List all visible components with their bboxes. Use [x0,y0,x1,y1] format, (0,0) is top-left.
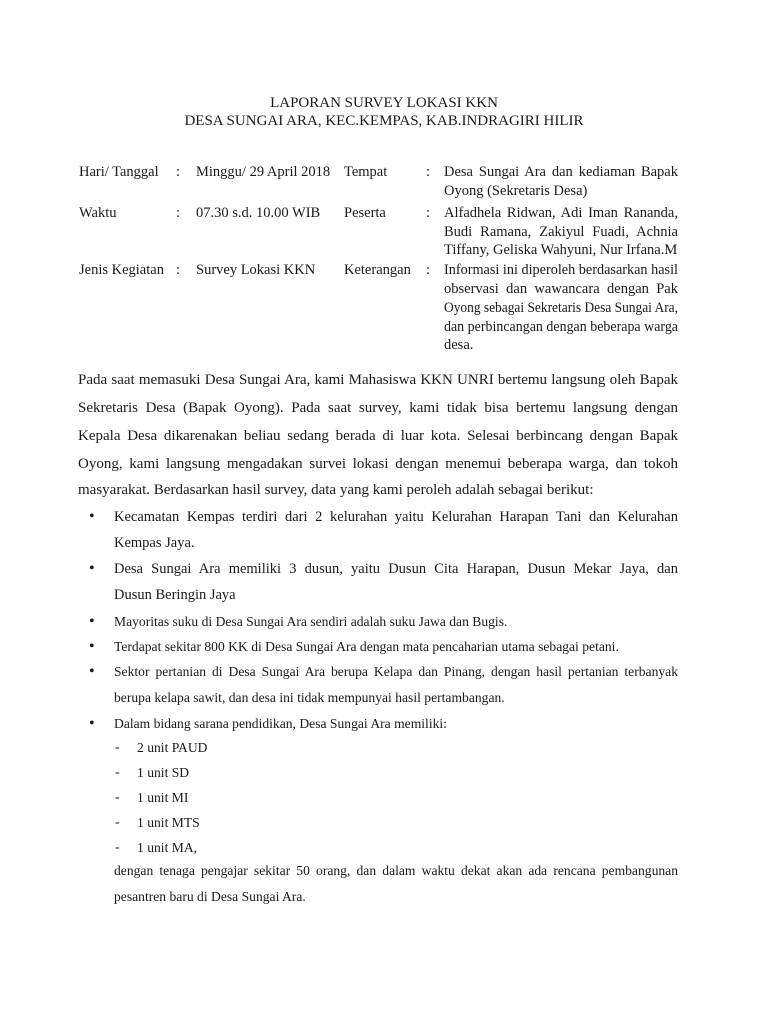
bullet-text [114,613,678,631]
paragraph-line [78,371,678,389]
keterangan-value [444,299,678,317]
colon: : [426,164,431,180]
peserta-value-text: Budi Ramana, Zakiyul Fuadi, Achnia [444,224,678,240]
bullet-text [114,638,678,656]
bullet-icon: • [89,613,95,630]
keterangan-label: Keterangan [344,262,411,278]
bullet-text-content: Desa Sungai Ara memiliki 3 dusun, yaitu Dusun Cita Harapan, Dusun Mekar Jaya, dan [114,561,678,577]
tempat-value-text: Desa Sungai Ara dan kediaman Bapak [444,164,678,180]
peserta-value-text: Alfadhela Ridwan, Adi Iman Rananda, [444,205,678,221]
jenis-value: Survey Lokasi KKN [196,262,316,278]
peserta-label: Peserta [344,205,386,221]
education-item: 1 unit MTS [137,815,200,830]
hari-value: Minggu/ 29 April 2018 [196,164,331,180]
paragraph-line-text: Pada saat memasuki Desa Sungai Ara, kami Mahasiswa KKN UNRI bertemu langsung oleh Bapak [78,372,678,388]
keterangan-value-text: Informasi ini diperoleh berdasarkan hasil [444,262,678,278]
jenis-label: Jenis Kegiatan [79,262,164,278]
education-item: 1 unit MA, [137,840,198,855]
bullet-text-content: Kecamatan Kempas terdiri dari 2 kelurahan yaitu Kelurahan Harapan Tani dan Kelurahan [114,509,678,525]
paragraph-line-text: Kepala Desa dikarenakan beliau sedang berada di luar kota. Selesai berbincang dengan Bapak [78,428,678,444]
paragraph-line-text: Oyong, kami langsung mengadakan survei lokasi dengan menemui beberapa warga, dan tokoh [78,456,678,472]
document-title: LAPORAN SURVEY LOKASI KKN [270,95,498,111]
bullet-icon: • [89,638,95,655]
closing-line-text: dengan tenaga pengajar sekitar 50 orang, dan dalam waktu dekat akan ada rencana pembangunan [114,863,678,878]
waktu-value: 07.30 s.d. 10.00 WIB [196,205,321,221]
education-item: 1 unit SD [137,765,190,780]
paragraph-line [78,399,678,417]
hari-label: Hari/ Tanggal [79,164,159,180]
dash-icon: - [115,765,120,780]
education-item: 2 unit PAUD [137,740,208,755]
keterangan-value-text: Oyong sebagai Sekretaris Desa Sungai Ara, [444,300,678,316]
document-subtitle: DESA SUNGAI ARA, KEC.KEMPAS, KAB.INDRAGIRI HILIR [184,113,584,129]
bullet-text-content: Sektor pertanian di Desa Sungai Ara berupa Kelapa dan Pinang, dengan hasil pertanian terbanyak [114,664,678,679]
bullet-icon: • [89,715,95,732]
paragraph-line [78,455,678,473]
colon: : [426,205,431,221]
colon: : [176,164,181,180]
tempat-value: Oyong (Sekretaris Desa) [444,183,588,199]
bullet-text [114,508,678,526]
closing-line [114,862,678,880]
bullet-text [114,560,678,578]
closing-line: pesantren baru di Desa Sungai Ara. [114,889,306,904]
waktu-label: Waktu [79,205,117,221]
keterangan-value: desa. [444,337,474,353]
colon: : [176,262,181,278]
paragraph-line [78,427,678,445]
paragraph-line-text: masyarakat. Berdasarkan hasil survey, data yang kami peroleh adalah sebagai berikut: [78,482,594,498]
bullet-text [114,663,678,681]
bullet-text: Dalam bidang sarana pendidikan, Desa Sungai Ara memiliki: [114,716,447,731]
bullet-text: Kempas Jaya. [114,535,195,551]
bullet-text: berupa kelapa sawit, dan desa ini tidak mempunyai hasil pertambangan. [114,690,505,705]
bullet-icon: • [89,663,95,680]
dash-icon: - [115,840,120,855]
keterangan-value [444,261,678,279]
peserta-value [444,204,678,222]
peserta-value [444,223,678,241]
bullet-text-content: Mayoritas suku di Desa Sungai Ara sendiri adalah suku Jawa dan Bugis. [114,614,508,629]
dash-icon: - [115,815,120,830]
peserta-value [444,241,678,259]
keterangan-value [444,280,678,298]
bullet-icon: • [89,560,95,577]
paragraph-line [78,481,678,499]
colon: : [426,262,431,278]
dash-icon: - [115,790,120,805]
dash-icon: - [115,740,120,755]
keterangan-value [444,318,678,336]
education-item: 1 unit MI [137,790,189,805]
bullet-icon: • [89,508,95,525]
bullet-text: Dusun Beringin Jaya [114,587,236,603]
keterangan-value-text: observasi dan wawancara dengan Pak [444,281,678,297]
peserta-value-text: Tiffany, Geliska Wahyuni, Nur Irfana.M [444,242,678,258]
bullet-text-content: Terdapat sekitar 800 KK di Desa Sungai Ara dengan mata pencaharian utama sebagai petani. [114,639,619,654]
tempat-label: Tempat [344,164,388,180]
paragraph-line-text: Sekretaris Desa (Bapak Oyong). Pada saat survey, kami tidak bisa bertemu langsung dengan [78,400,678,416]
tempat-value [444,163,678,181]
keterangan-value-text: dan perbincangan dengan beberapa warga [444,319,678,335]
colon: : [176,205,181,221]
